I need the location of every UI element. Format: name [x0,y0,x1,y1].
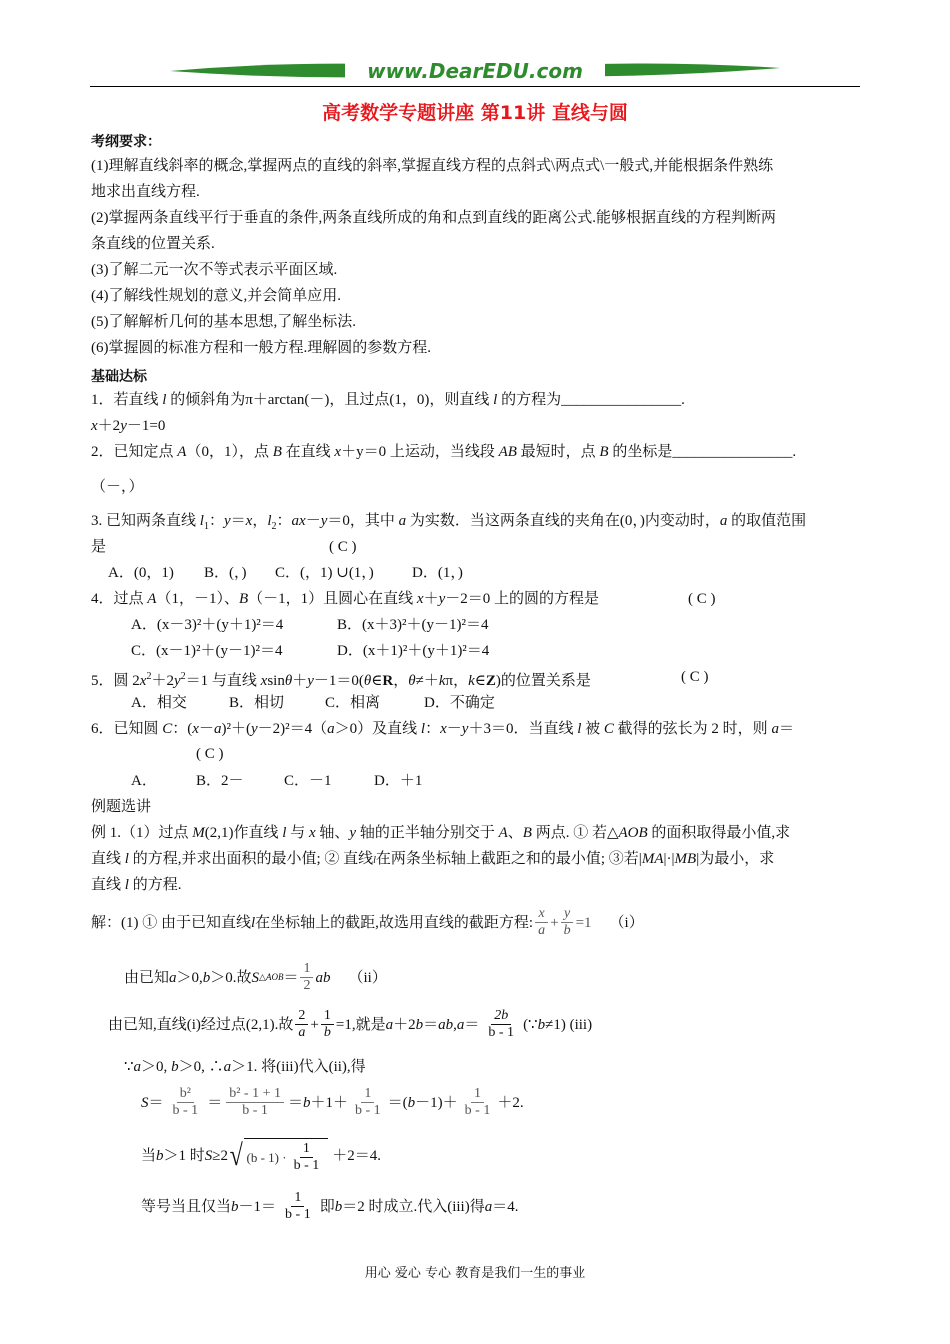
answer-2: （－，） [91,479,144,495]
option-4b: B．(x＋3)²＋(y－1)²＝4 [337,617,489,633]
option-6b: B．2－ [196,773,244,789]
answer-1: x＋2y－1=0 [91,418,166,434]
syllabus-heading: 考纲要求： [91,134,161,150]
basic-heading: 基础达标 [91,369,147,385]
fraction-one-half: $\frac{1}{2}$ [300,961,313,994]
fraction-expanded: $\frac{\text{b² - 1 + 1}}{b - 1}$ [226,1086,284,1119]
option-6a: A． [131,773,157,789]
page-footer: 用心 爱心 专心 教育是我们一生的事业 [364,1266,586,1281]
example-1-line-1: 例 1.（1）过点 M(2,1)作直线 l 与 x 轴、y 轴的正半轴分别交于 A、B 两点. ① 若△AOB 的面积取得最小值,求 [91,825,791,841]
question-4: 4．过点 A（1，－1）、B（－1，1）且圆心在直线 x＋y－2＝0 上的圆的方程是 [91,591,600,607]
question-1: 1．若直线 l 的倾斜角为π＋arctan(－)，且过点(1，0)，则直线 l 的方程为________________. [91,392,685,408]
square-root: √ (b - 1) · $\frac{1}{b - 1}$ [228,1138,328,1174]
option-3a: A．(0，1) [108,565,174,581]
example-1-line-3: 直线 l 的方程. [91,877,182,893]
syllabus-line: (5)了解解析几何的基本思想,了解坐标法. [91,314,356,330]
syllabus-line: (6)掌握圆的标准方程和一般方程.理解圆的参数方程. [91,340,431,356]
fraction-y-over-b: $\frac{y}{b}$ [561,906,574,939]
fraction-1-over-b-minus-1: $\frac{1}{b - 1}$ [355,1086,381,1118]
option-4a: A．(x－3)²＋(y＋1)²＝4 [131,617,284,633]
fraction-b2-over-b-minus-1: $\frac{\text{b²}}{b - 1}$ [172,1086,199,1118]
option-6c: C．－1 [284,773,332,789]
option-5a: A．相交 [131,695,187,711]
syllabus-line: 条直线的位置关系. [91,236,215,252]
fraction-2-over-a: $\frac{2}{a}$ [295,1008,308,1041]
solution-line-6: 当 b ＞1 时 S ≥2 √ (b - 1) · $\frac{1}{b - 1}$ ＋2＝4. [141,1139,381,1173]
syllabus-line: (2)掌握两条直线平行于垂直的条件,两条直线所成的角和点到直线的距离公式.能够根据直线的方程判断两 [91,210,776,226]
answer-3: ( C ) [329,539,357,555]
page-title: 高考数学专题讲座 第11讲 直线与圆 [322,102,628,124]
syllabus-line: (4)了解线性规划的意义,并会简单应用. [91,288,341,304]
option-6d: D．＋1 [374,773,423,789]
option-5b: B．相切 [229,695,285,711]
answer-5: ( C ) [681,669,709,685]
option-4c: C．(x－1)²＋(y－1)²＝4 [131,643,283,659]
solution-line-1: 解：(1) ① 由于已知直线 l 在坐标轴上的截距,故选用直线的截距方程: $\frac{x}{a}$ + $\frac{y}{b}$ =1 （i） [91,906,644,938]
example-1-line-2: 直线 l 的方程,并求出面积的最小值; ② 直线l在两条坐标轴上截距之和的最小值; ③若|MA|·|MB|为最小，求 [91,851,775,867]
banner-text: www.DearEDU.com [367,59,583,83]
option-3b: B．(，) [204,565,247,581]
fraction-2b-over-b-minus-1: $\frac{2b}{b - 1}$ [488,1008,515,1040]
option-5c: C．相离 [325,695,381,711]
fraction-1-over-b: $\frac{1}{b}$ [321,1008,334,1041]
site-banner-logo [170,56,780,86]
fraction-1-over-b-minus-1: $\frac{1}{b - 1}$ [285,1190,311,1222]
option-5d: D．不确定 [424,695,495,711]
syllabus-line: (3)了解二元一次不等式表示平面区域. [91,262,338,278]
solution-line-2: 由已知 a ＞0, b ＞0.故 S △AOB ＝ $\frac{1}{2}$ ab （ii） [124,961,387,993]
fraction-1-over-b-minus-1: $\frac{1}{b - 1}$ [464,1086,491,1118]
option-3c: C．(，1) ∪(1，) [275,565,374,581]
fraction-x-over-a: $\frac{x}{a}$ [535,906,548,939]
option-4d: D．(x＋1)²＋(y＋1)²＝4 [337,643,490,659]
header-rule-top [90,86,860,87]
question-3-cont: 是 [91,539,107,555]
question-3: 3. 已知两条直线 $l_1$：y＝x，$l_2$：ax－y＝0，其中 a 为实数．当这两条直线的夹角在(0，)内变动时，a 的取值范围 [91,513,807,532]
solution-line-7: 等号当且仅当 b －1＝ $\frac{1}{b - 1}$ 即 b ＝2 时成立.代入(iii)得 a ＝4. [141,1190,519,1222]
syllabus-line: (1)理解直线斜率的概念,掌握两点的直线的斜率,掌握直线方程的点斜式\两点式\一般式,并能根据条件熟练 [91,158,774,174]
solution-line-5: S ＝ $\frac{\text{b²}}{b - 1}$ ＝ $\frac{\text{b² - 1 + 1}}{b - 1}$ ＝ b ＋1＋ $\frac{1}{b - 1}$ ＝( b －1)＋ $\frac{1}{b - 1}$ ＋2. [141,1086,524,1118]
syllabus-line: 地求出直线方程. [91,184,200,200]
solution-line-3: 由已知,直线(i)经过点(2,1).故 $\frac{2}{a}$ + $\frac{1}{b}$ =1,就是 a ＋2 b ＝ ab , a ＝ $\frac{2b}{b - 1}$ (∵ b ≠1) (iii) [108,1008,593,1040]
examples-heading: 例题选讲 [91,799,152,815]
solution-line-4: ∵a＞0, b＞0, ∴a＞1. 将(iii)代入(ii),得 [124,1059,366,1075]
question-6: 6．已知圆 C：(x－a)²＋(y－2)²＝4（a＞0）及直线 l：x－y＋3＝0．当直线 l 被 C 截得的弦长为 2 时，则 a＝ [91,721,794,737]
question-2: 2．已知定点 A（0，1），点 B 在直线 x＋y＝0 上运动，当线段 AB 最短时，点 B 的坐标是________________. [91,444,797,460]
question-5: 5．圆 $2x^2+2y^2=1$ 与直线 xsinθ＋y－1＝0(θ∈R，θ≠＋kπ，k∈Z)的位置关系是 [91,671,591,689]
option-3d: D．(1，) [412,565,463,581]
answer-6: ( C ) [196,746,224,762]
answer-4: ( C ) [688,591,716,607]
